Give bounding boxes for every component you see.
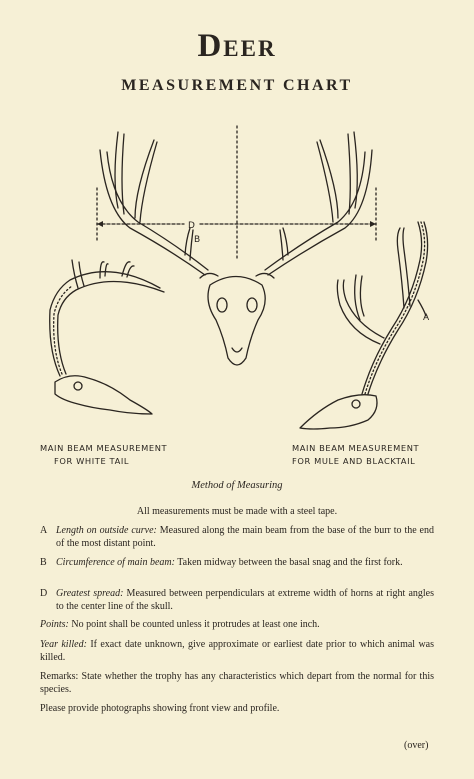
whitetail-profile: [50, 260, 164, 414]
intro-text: All measurements must be made with a steel tape.: [136, 506, 338, 517]
points-text: No point shall be counted unless it protrudes at least one inch.: [68, 619, 320, 630]
caption-right-line2: FOR MULE AND BLACKTAIL: [292, 456, 416, 466]
remarks-text: Remarks: State whether the trophy has any characteristics which depart from the normal for this species.: [40, 671, 434, 695]
item-b-text: Taken midway between the basal snag and the first fork.: [174, 557, 403, 568]
page-title: Deer: [197, 28, 277, 64]
page-subtitle: MEASUREMENT CHART: [121, 77, 353, 94]
item-a-text: Measured along the main beam from the base of the burr to the end of the most distant point.: [56, 525, 435, 549]
item-d-term: Greatest spread:: [56, 588, 124, 599]
year-text: If exact date unknown, give approximate or earliest date prior to which animal was killed.: [40, 639, 435, 663]
item-d-letter: D: [40, 588, 48, 599]
label-d: D: [188, 221, 195, 231]
item-d-text: Measured between perpendiculars at extreme width of horns at right angles to the center line of the skull.: [56, 588, 435, 612]
caption-whitetail: [40, 442, 220, 468]
label-a: A: [423, 313, 430, 323]
front-right-antler: [265, 132, 372, 275]
method-heading: Method of Measuring: [191, 480, 283, 491]
caption-left-line1: MAIN BEAM MEASUREMENT: [40, 443, 168, 453]
year-term: Year killed:: [40, 639, 87, 650]
item-b-term: Circumference of main beam:: [56, 557, 175, 568]
item-b-letter: B: [40, 557, 47, 568]
caption-mule: [292, 442, 462, 468]
points-term: Points:: [40, 619, 69, 630]
photos-text: Please provide photographs showing front view and profile.: [40, 703, 280, 714]
label-b: B: [194, 235, 201, 245]
mule-profile: [300, 222, 430, 429]
over-note: (over): [404, 740, 429, 751]
caption-left-line2: FOR WHITE TAIL: [54, 456, 130, 466]
antler-diagram: [0, 110, 474, 440]
front-left-antler: [100, 132, 208, 275]
item-a-letter: A: [40, 525, 48, 536]
item-a-term: Length on outside curve:: [56, 525, 157, 536]
front-skull: [200, 273, 274, 365]
caption-right-line1: MAIN BEAM MEASUREMENT: [292, 443, 420, 453]
